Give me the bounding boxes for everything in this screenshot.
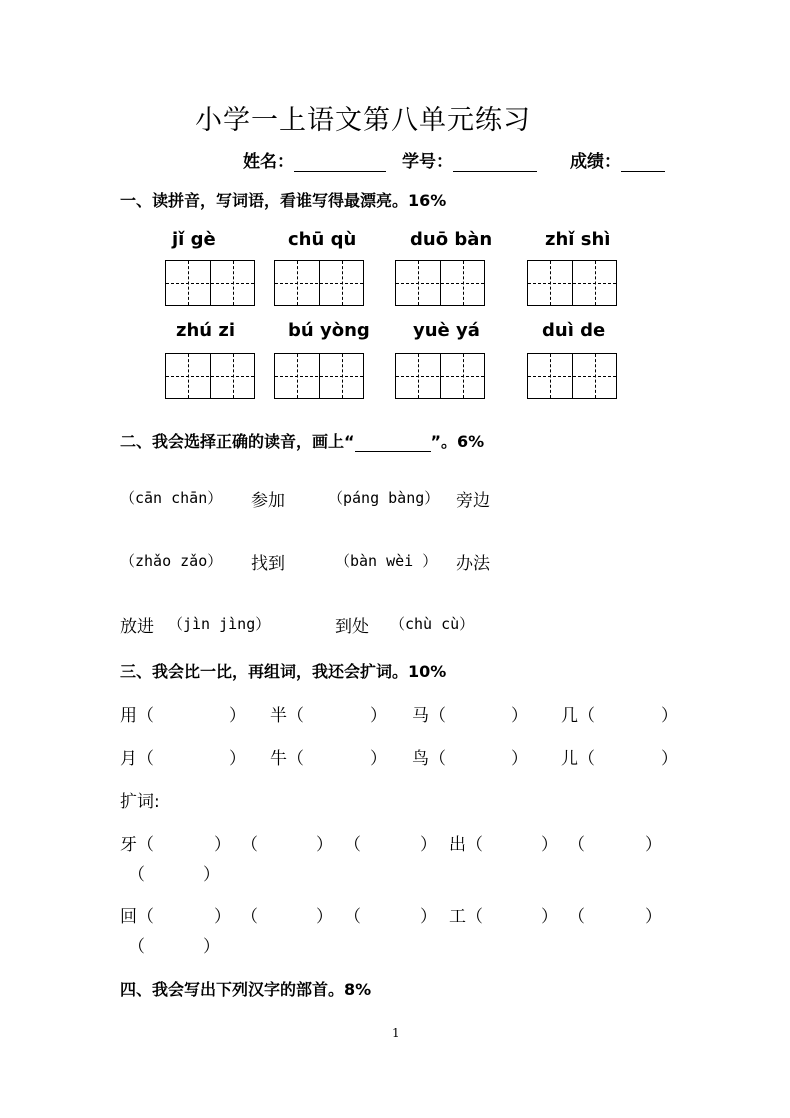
close-paren: ） [420,835,437,855]
pinyin-label: zhǐ shì [545,229,611,250]
close-paren: ） [511,749,528,769]
score-label: 成绩： [570,152,621,172]
student-id-label: 学号： [402,152,453,172]
open-paren: （ [568,907,585,927]
close-paren: ） [316,907,333,927]
score-field [570,147,665,172]
open-paren: （ [568,835,585,855]
expand-label: 扩词: [120,792,160,812]
close-paren: ） [511,706,528,726]
pinyin-label: bú yòng [288,320,370,341]
section-2-heading-b: ”。6% [430,432,485,451]
name-label: 姓名： [243,152,294,172]
section-2-heading [120,429,484,452]
close-paren: ） [370,749,387,769]
pinyin-label: jǐ gè [172,229,216,250]
student-id-field [402,147,537,172]
name-blank[interactable] [294,153,386,172]
pinyin-label: chū qù [288,229,357,250]
choice-word: 办法 [456,554,490,574]
pinyin-label: yuè yá [413,320,480,341]
open-paren: （ [128,937,145,957]
score-blank[interactable] [621,153,665,172]
writing-grid[interactable] [527,353,617,399]
close-paren: ） [214,907,231,927]
section-4-heading: 四、我会写出下列汉字的部首。8% [120,980,372,999]
close-paren: ） [541,907,558,927]
name-field [243,147,386,172]
close-paren: ） [370,706,387,726]
choice-word: 参加 [251,491,285,511]
close-paren: ） [645,835,662,855]
choice-word: 旁边 [456,491,490,511]
close-paren: ） [661,749,678,769]
close-paren: ） [645,907,662,927]
close-paren: ） [661,706,678,726]
pinyin-label: zhú zi [176,320,236,341]
writing-grid[interactable] [165,260,255,306]
choice-word: 放进 [120,617,154,637]
close-paren: ） [229,749,246,769]
pinyin-choice[interactable]: （chù cù） [390,615,475,633]
compare-char: 马（ [412,706,446,726]
page-number: 1 [392,1026,400,1040]
writing-grid[interactable] [274,353,364,399]
compare-char: 鸟（ [412,749,446,769]
expand-char: 牙（ [120,835,154,855]
compare-char: 牛（ [270,749,304,769]
close-paren: ） [203,937,220,957]
compare-char: 月（ [120,749,154,769]
close-paren: ） [214,835,231,855]
choice-word: 找到 [251,554,285,574]
writing-grid[interactable] [274,260,364,306]
close-paren: ） [316,835,333,855]
close-paren: ） [203,865,220,885]
pinyin-choice[interactable]: （zhǎo zǎo） [120,552,223,570]
expand-char: 工（ [449,907,483,927]
writing-grid[interactable] [527,260,617,306]
compare-char: 半（ [270,706,304,726]
open-paren: （ [344,835,361,855]
compare-char: 用（ [120,706,154,726]
choice-word: 到处 [335,617,369,637]
open-paren: （ [128,865,145,885]
pinyin-choice[interactable]: （cān chān） [120,489,223,507]
section-1-heading: 一、读拼音，写词语，看谁写得最漂亮。16% [120,191,447,210]
compare-char: 儿（ [561,749,595,769]
pinyin-label: duì de [542,320,606,341]
compare-char: 几（ [561,706,595,726]
underline-sample [355,435,431,452]
close-paren: ） [541,835,558,855]
expand-char: 回（ [120,907,154,927]
page-title: 小学一上语文第八单元练习 [195,105,531,136]
open-paren: （ [241,907,258,927]
pinyin-choice[interactable]: （páng bàng） [328,489,440,507]
expand-char: 出（ [449,835,483,855]
writing-grid[interactable] [395,260,485,306]
student-id-blank[interactable] [453,153,537,172]
section-2-heading-a: 二、我会选择正确的读音，画上“ [120,432,355,451]
close-paren: ） [229,706,246,726]
pinyin-label: duō bàn [410,229,493,250]
section-3-heading: 三、我会比一比，再组词，我还会扩词。10% [120,662,447,681]
close-paren: ） [420,907,437,927]
writing-grid[interactable] [165,353,255,399]
pinyin-choice[interactable]: （bàn wèi ） [335,552,438,570]
open-paren: （ [241,835,258,855]
writing-grid[interactable] [395,353,485,399]
pinyin-choice[interactable]: （jìn jìng） [168,615,271,633]
open-paren: （ [344,907,361,927]
